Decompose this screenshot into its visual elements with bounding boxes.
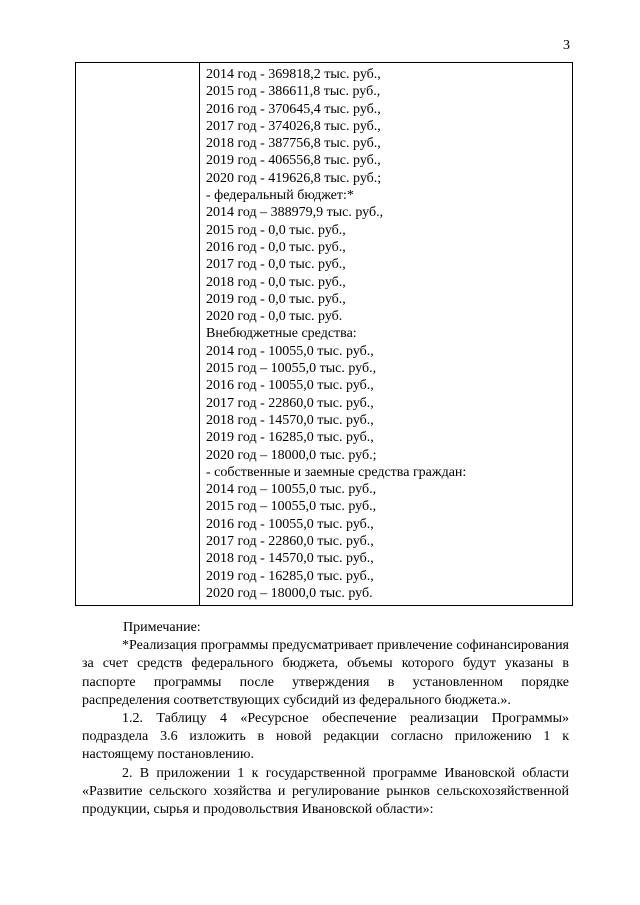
funding-line: 2017 год - 22860,0 тыс. руб., bbox=[206, 534, 374, 550]
funding-line: 2017 год - 374026,8 тыс. руб., bbox=[206, 118, 381, 134]
funding-line: - собственные и заемные средства граждан: bbox=[206, 464, 467, 480]
note-section bbox=[82, 619, 569, 819]
funding-line: 2014 год - 369818,2 тыс. руб., bbox=[206, 67, 381, 82]
funding-line: 2016 год - 0,0 тыс. руб., bbox=[206, 239, 346, 255]
funding-line: 2020 год - 0,0 тыс. руб. bbox=[206, 309, 343, 325]
funding-line: 2020 год - 419626,8 тыс. руб.; bbox=[206, 170, 382, 186]
paragraph-2: 2. В приложении 1 к государственной программе Ивановской области «Развитие сельского хозяйства и регулирование рынков сельскохозяйственной продукции, сырья и продовольствия Ивановской области»: bbox=[82, 765, 569, 818]
funding-line: 2016 год - 10055,0 тыс. руб., bbox=[206, 378, 374, 394]
funding-line: 2015 год – 10055,0 тыс. руб., bbox=[206, 499, 377, 515]
funding-line: 2018 год - 14570,0 тыс. руб., bbox=[206, 412, 374, 428]
funding-line: 2014 год – 388979,9 тыс. руб., bbox=[206, 205, 384, 221]
funding-line: 2015 год - 386611,8 тыс. руб., bbox=[206, 84, 381, 100]
page-number: 3 bbox=[563, 38, 570, 53]
funding-cell bbox=[206, 66, 566, 602]
funding-line: 2020 год – 18000,0 тыс. руб. bbox=[206, 585, 373, 601]
funding-line: 2015 год – 10055,0 тыс. руб., bbox=[206, 361, 377, 377]
funding-line: 2020 год – 18000,0 тыс. руб.; bbox=[206, 447, 377, 463]
funding-line: 2019 год - 16285,0 тыс. руб., bbox=[206, 430, 374, 446]
funding-line: 2015 год - 0,0 тыс. руб., bbox=[206, 222, 346, 238]
funding-line: 2018 год - 0,0 тыс. руб., bbox=[206, 274, 346, 290]
funding-line: 2016 год - 370645,4 тыс. руб., bbox=[206, 101, 381, 117]
paragraph-1-2: 1.2. Таблицу 4 «Ресурсное обеспечение реализации Программы» подраздела 3.6 изложить в новой редакции согласно приложению 1 к настоящему постановлению. bbox=[82, 711, 569, 763]
note-footnote: *Реализация программы предусматривает привлечение софинансирования за счет средств федерального бюджета, объемы которого будут указаны в паспорте программы после утверждения в установленном порядке распределения соответствующих субсидий из федерального бюджета.». bbox=[82, 638, 569, 708]
funding-line: Внебюджетные средства: bbox=[206, 326, 357, 342]
funding-line: 2017 год - 0,0 тыс. руб., bbox=[206, 257, 346, 273]
funding-line: - федеральный бюджет:* bbox=[206, 188, 354, 204]
note-heading: Примечание: bbox=[123, 620, 201, 635]
funding-line: 2017 год - 22860,0 тыс. руб., bbox=[206, 395, 374, 411]
funding-line: 2019 год - 0,0 тыс. руб., bbox=[206, 291, 346, 307]
table-column-divider bbox=[199, 63, 200, 605]
funding-line: 2018 год - 14570,0 тыс. руб., bbox=[206, 551, 374, 567]
funding-line: 2019 год - 16285,0 тыс. руб., bbox=[206, 568, 374, 584]
funding-line: 2014 год – 10055,0 тыс. руб., bbox=[206, 482, 377, 498]
funding-line: 2018 год - 387756,8 тыс. руб., bbox=[206, 136, 381, 152]
funding-table bbox=[75, 62, 573, 606]
funding-line: 2016 год - 10055,0 тыс. руб., bbox=[206, 516, 374, 532]
funding-line: 2019 год - 406556,8 тыс. руб., bbox=[206, 153, 381, 169]
funding-line: 2014 год - 10055,0 тыс. руб., bbox=[206, 343, 374, 359]
